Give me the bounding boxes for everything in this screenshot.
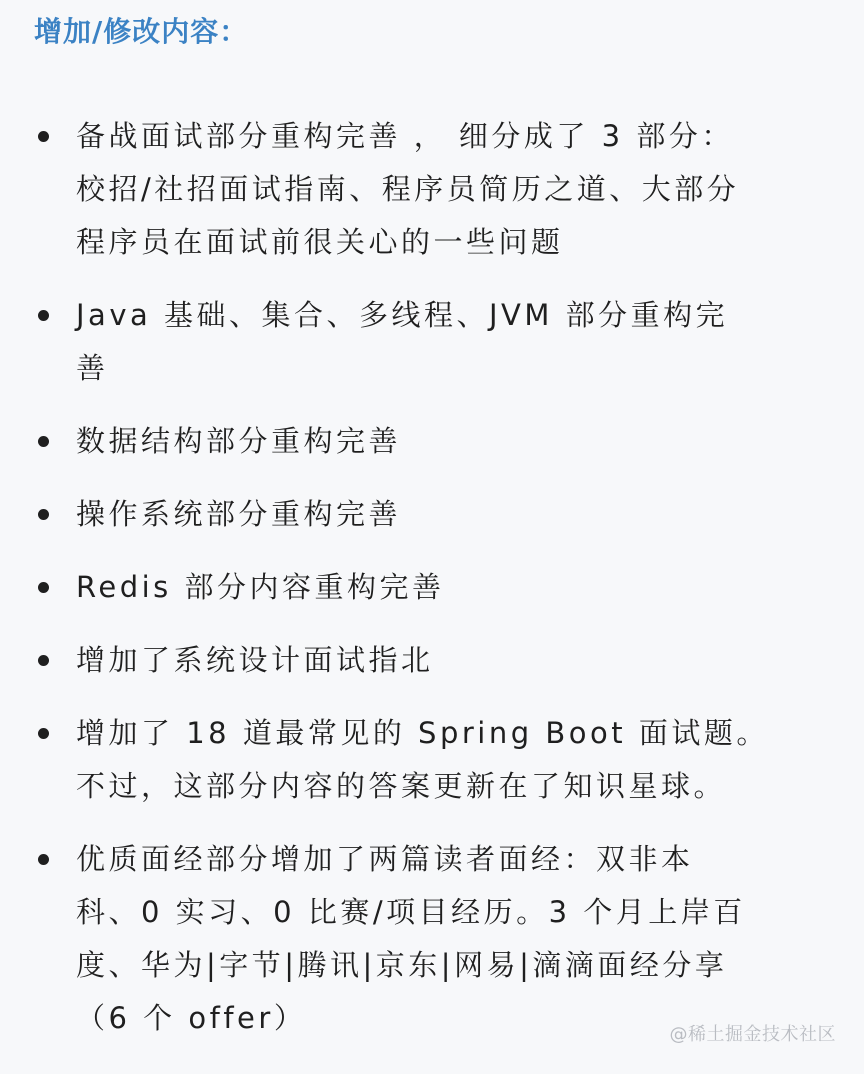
bullet-icon [38,728,49,739]
list-item-text: 增加了 18 道最常见的 Spring Boot 面试题。 [76,716,769,750]
section-heading: 增加/修改内容： [34,15,249,48]
list-item-text: 度、华为|字节|腾讯|京东|网易|滴滴面经分享 [76,948,728,982]
list-item-text: 程序员在面试前很关心的一些问题 [76,225,564,259]
list-item [0,634,864,687]
list-item-text: 增加了系统设计面试指北 [76,643,434,677]
list-item-text: Redis 部分内容重构完善 [76,570,445,604]
bullet-icon [38,655,49,666]
list-item-text: 善 [76,351,109,385]
list-item-text: 数据结构部分重构完善 [76,424,402,458]
changes-list [0,110,864,1065]
list-item-text: 备战面试部分重构完善 ， 细分成了 3 部分： [76,119,734,153]
bullet-icon [38,436,49,447]
list-item [0,289,864,395]
bullet-icon [38,131,49,142]
bullet-icon [38,582,49,593]
list-item-text: 优质面经部分增加了两篇读者面经：双非本 [76,842,694,876]
list-item [0,707,864,813]
bullet-icon [38,509,49,520]
bullet-icon [38,310,49,321]
list-item-text: 科、0 实习、0 比赛/项目经历。3 个月上岸百 [76,895,746,929]
list-item-text: 操作系统部分重构完善 [76,497,402,531]
list-item [0,415,864,468]
list-item-text: Java 基础、集合、多线程、JVM 部分重构完 [76,298,729,332]
watermark: @稀土掘金技术社区 [669,1024,836,1045]
list-item [0,110,864,269]
list-item [0,488,864,541]
list-item [0,561,864,614]
list-item-text: 不过，这部分内容的答案更新在了知识星球。 [76,769,727,803]
list-item-text: 校招/社招面试指南、程序员简历之道、大部分 [76,172,740,206]
list-item [0,833,864,1045]
list-item-text: （6 个 offer） [76,1001,307,1035]
bullet-icon [38,854,49,865]
